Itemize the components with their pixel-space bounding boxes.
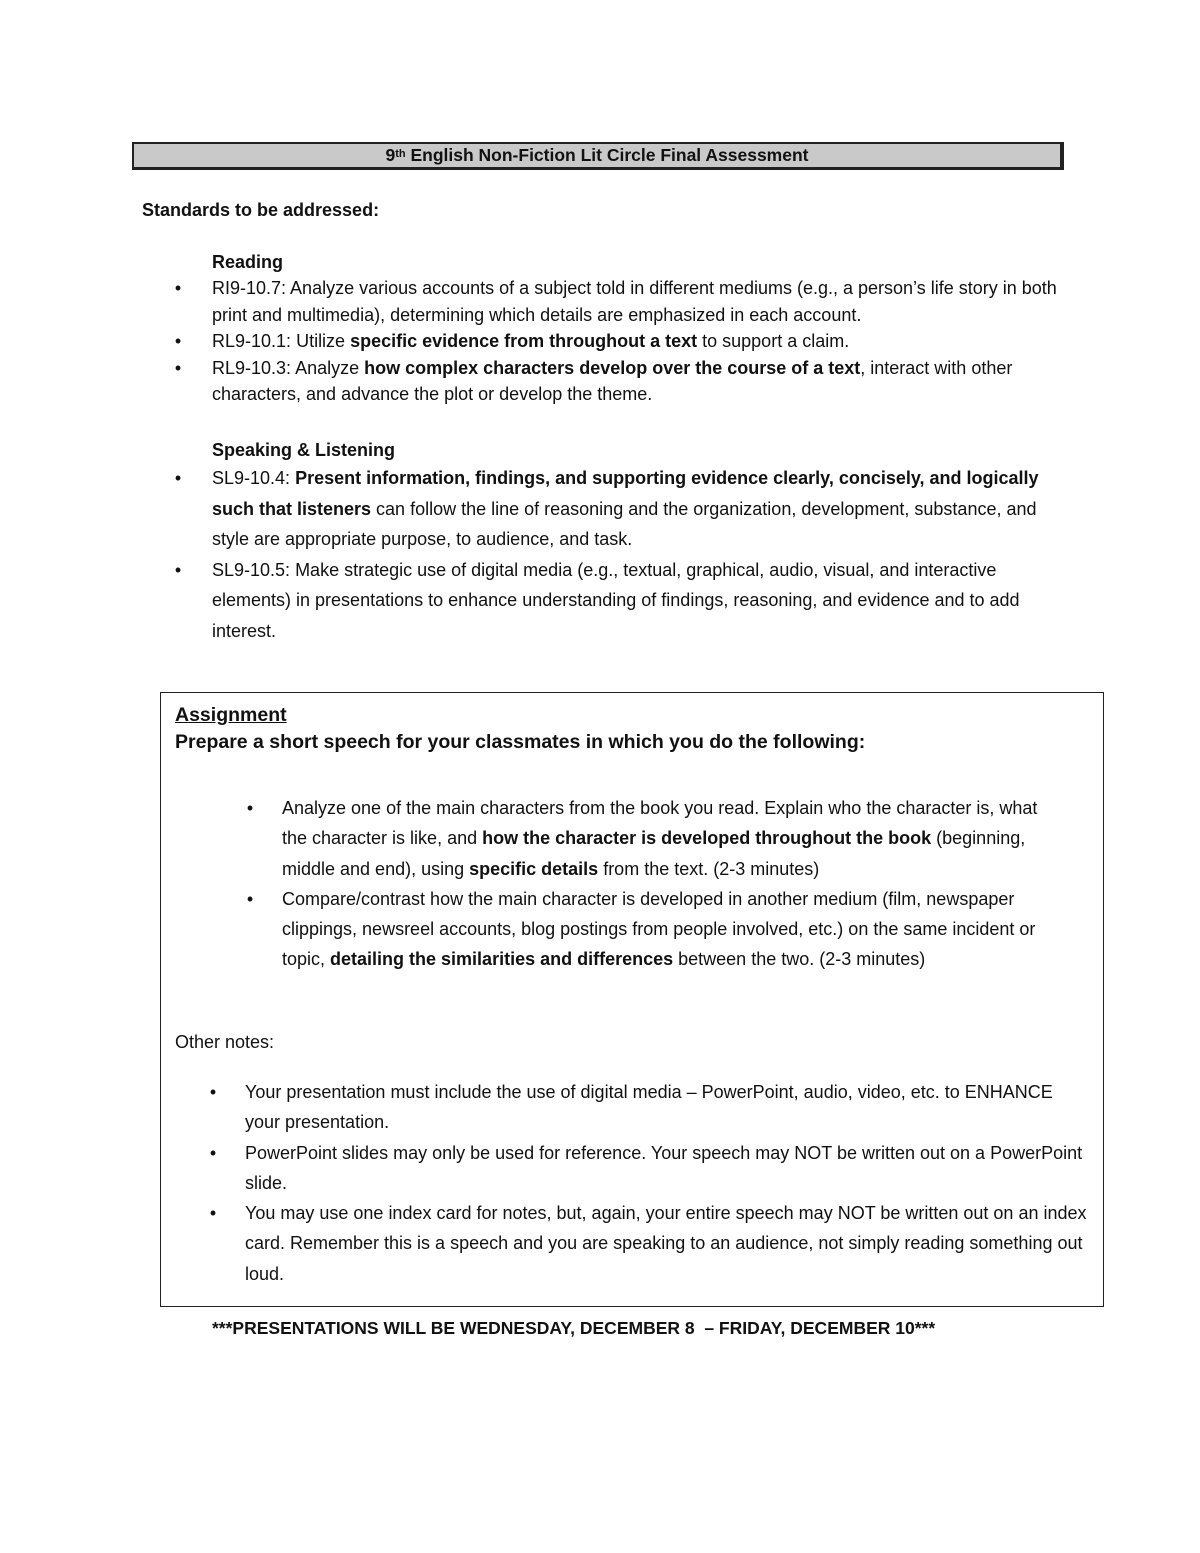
speaking-item	[172, 463, 1072, 555]
standard-code: RI9-10.7:	[212, 278, 287, 298]
presentation-dates-note: ***PRESENTATIONS WILL BE WEDNESDAY, DECEMBER 8 – FRIDAY, DECEMBER 10***	[212, 1318, 936, 1338]
speaking-item	[172, 555, 1072, 647]
standard-text: to support a claim.	[697, 331, 850, 351]
assignment-box	[160, 692, 1104, 1307]
standard-text: Make strategic use of digital media (e.g., textual, graphical, audio, visual, and interactive elements) in presentations to enhance understanding of findings, reasoning, and evidence and to add interest.	[212, 559, 1020, 641]
bullet-icon: •	[174, 278, 182, 298]
assignment-title: Assignment	[175, 704, 287, 726]
assignment-subtitle: Prepare a short speech for your classmates in which you do the following:	[175, 731, 866, 753]
reading-item	[172, 355, 1072, 408]
assignment-item	[244, 884, 1064, 975]
standard-text: , interact with other characters, and advance the plot or develop the theme.	[212, 357, 1013, 404]
assignment-text: Compare/contrast how the main character is developed in another medium (film, newspaper clippings, newsreel accounts, blog postings from people involved, etc.) on the same incident or topic,	[282, 888, 1036, 970]
title-superscript: th	[395, 147, 406, 160]
assignment-text: Analyze one of the main characters from the book you read. Explain who the character is, what the character is like, and	[282, 798, 1038, 849]
standards-heading: Standards to be addressed:	[142, 200, 380, 220]
title-banner	[132, 142, 1064, 170]
bullet-icon: •	[174, 357, 182, 378]
bullet-icon: •	[174, 331, 182, 351]
standard-code: RL9-10.3:	[212, 357, 292, 378]
assignment-text: (beginning, middle and end), using	[282, 828, 1026, 879]
bullet-icon: •	[209, 1203, 217, 1224]
assignment-emphasis: detailing the similarities and differences	[330, 949, 674, 970]
assignment-text: from the text. (2-3 minutes)	[598, 858, 820, 879]
note-item	[207, 1077, 1087, 1138]
bullet-icon: •	[246, 888, 254, 909]
title-text: English Non-Fiction Lit Circle Final Assessment	[405, 145, 809, 165]
note-text: PowerPoint slides may only be used for reference. Your speech may NOT be written out on a PowerPoint slide.	[245, 1142, 1083, 1193]
reading-section	[172, 249, 1072, 408]
reading-item	[172, 328, 1072, 355]
standard-emphasis: Present information, findings, and supporting evidence clearly, concisely, and logically such that listeners	[212, 468, 1039, 519]
standard-text: Analyze	[291, 357, 365, 378]
standard-emphasis: specific evidence from throughout a text	[350, 331, 698, 351]
note-text: Your presentation must include the use of digital media – PowerPoint, audio, video, etc. to ENHANCE your presentation.	[245, 1082, 1053, 1133]
assignment-text: between the two. (2-3 minutes)	[673, 949, 926, 970]
assignment-emphasis: how the character is developed throughout the book	[482, 828, 932, 849]
note-item	[207, 1138, 1087, 1199]
bullet-icon: •	[209, 1082, 217, 1102]
speaking-heading: Speaking & Listening	[212, 440, 396, 460]
assignment-item	[244, 793, 1064, 884]
standard-code: RL9-10.1:	[212, 331, 292, 351]
standard-code: SL9-10.5:	[212, 559, 291, 580]
note-text: You may use one index card for notes, but, again, your entire speech may NOT be written out on an index card. Remember this is a speech and you are speaking to an audience, not simply reading something out loud.	[245, 1203, 1087, 1284]
bullet-icon: •	[174, 468, 182, 488]
reading-item	[172, 275, 1072, 328]
title-number: 9	[385, 145, 396, 165]
standard-code: SL9-10.4:	[212, 468, 291, 488]
other-notes-label: Other notes:	[175, 1032, 275, 1052]
bullet-icon: •	[174, 559, 182, 580]
standard-text: Utilize	[291, 331, 351, 351]
assignment-emphasis: specific details	[469, 858, 599, 879]
notes-list	[207, 1077, 1087, 1289]
reading-heading: Reading	[212, 252, 284, 272]
standard-text: Analyze various accounts of a subject told in different mediums (e.g., a person’s life story in both print and multimedia), determining which details are emphasized in each account.	[212, 278, 1057, 325]
speaking-section	[172, 437, 1072, 646]
standard-emphasis: how complex characters develop over the course of a text	[364, 357, 861, 378]
note-item	[207, 1198, 1087, 1289]
bullet-icon: •	[209, 1142, 217, 1163]
bullet-icon: •	[246, 798, 254, 818]
standard-text: can follow the line of reasoning and the organization, development, substance, and style are appropriate purpose, to audience, and task.	[212, 498, 1037, 549]
assignment-list	[244, 793, 1064, 975]
